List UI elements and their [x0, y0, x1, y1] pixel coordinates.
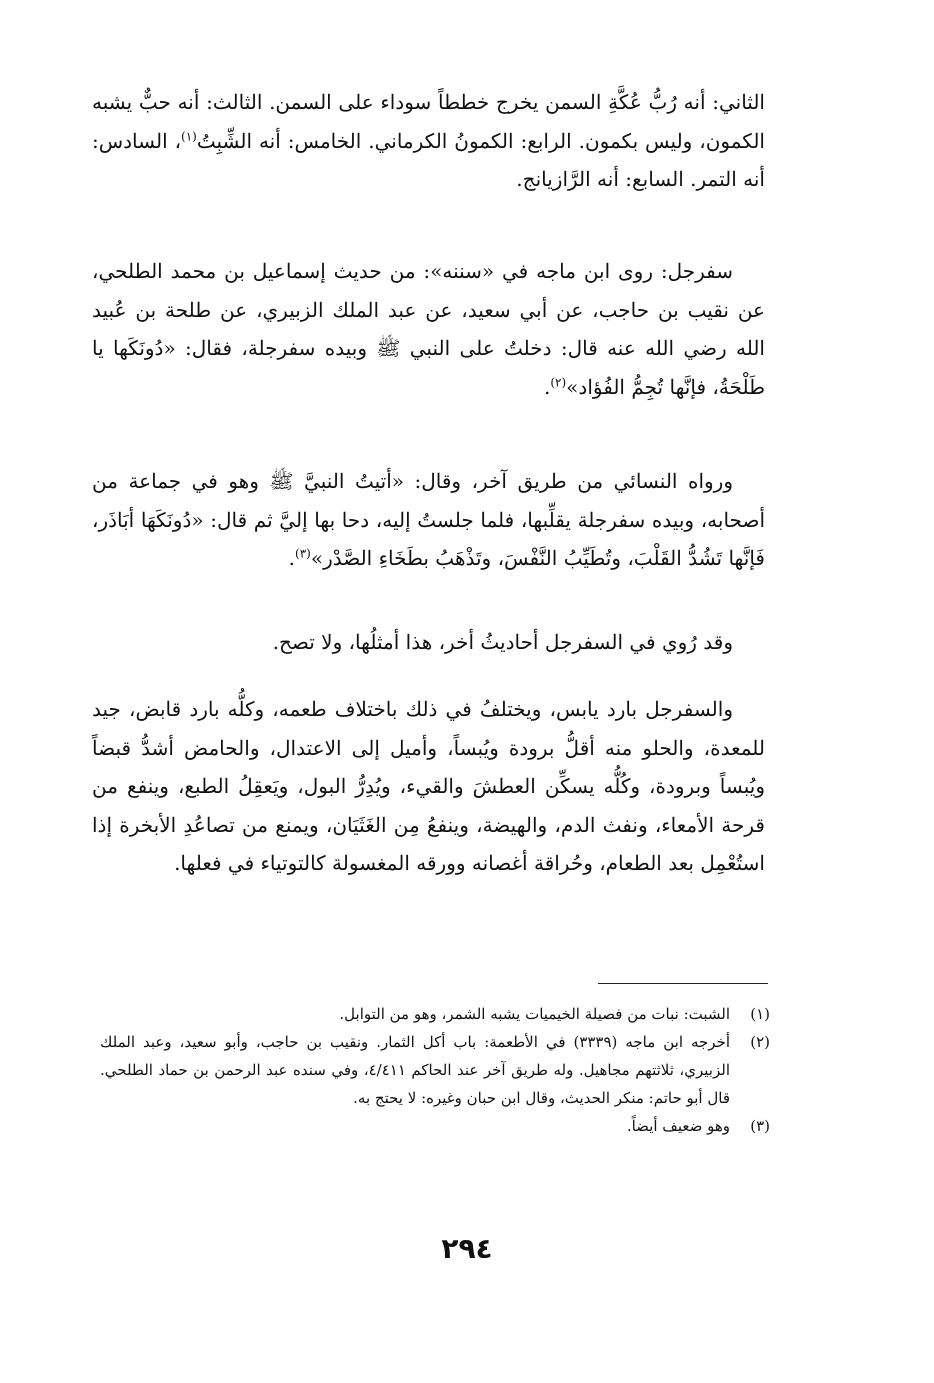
footnote-ref-3: (٣)	[295, 546, 311, 561]
paragraph-1	[92, 83, 765, 199]
footnotes-section	[100, 1000, 770, 1140]
footnote-text: الشبت: نبات من فصيلة الخيميات يشبه الشمر، وهو من التوابل.	[339, 1005, 730, 1023]
paragraph-4	[92, 623, 765, 662]
footnote-3	[100, 1112, 770, 1140]
paragraph-2	[92, 252, 765, 406]
paragraph-1-text: الثاني: أنه رُبُّ عُكَّةِ السمن يخرج خططاً سوداء على السمن. الثالث: أنه حبٌّ يشبه الكمون، وليس بكمون. الرابع: الكمونُ الكرماني. الخامس: أنه الشِّبِتُ	[92, 90, 765, 153]
footnote-1	[100, 1000, 770, 1028]
paragraph-2-text: سفرجل: روى ابن ماجه في «سننه»: من حديث إسماعيل بن محمد الطلحي، عن نقيب بن حاجب، عن أبي سعيد، عن عبد الملك الزبيري، عن طلحة بن عُبيد الله رضي الله عنه قال: دخلتُ على النبي ﷺ وبيده سفرجلة، فقال: «دُونَكَها يا طَلْحَةُ، فإنَّها تُجِمُّ الفُؤاد»	[92, 259, 765, 399]
footnote-number: (٢)	[750, 1033, 770, 1051]
paragraph-4-text: وقد رُوي في السفرجل أحاديثُ أخر، هذا أمثلُها، ولا تصح.	[272, 630, 733, 654]
footnote-text: وهو ضعيف أيضاً.	[626, 1117, 730, 1135]
footnote-ref-1: (١)	[181, 128, 197, 143]
footnote-number: (١)	[750, 1005, 770, 1023]
footnote-ref-2: (٢)	[550, 374, 567, 389]
paragraph-2-tail: .	[543, 374, 551, 399]
footnote-text: أخرجه ابن ماجه (٣٣٣٩) في الأطعمة: باب أكل الثمار. ونقيب بن حاجب، وأبو سعيد، وعبد الملك الزبيري، ثلاثتهم مجاهيل. وله طريق آخر عند الحاكم ٤/٤١١، وفي سنده عبد الرحمن بن حماد الطلحي. قال أبو حاتم: منكر الحديث، وقال ابن حبان وغيره: لا يحتج به.	[100, 1033, 730, 1107]
footnote-divider	[598, 983, 768, 984]
paragraph-3	[92, 462, 765, 578]
paragraph-1-tail: ، السادس: أنه التمر. السابع: أنه الرَّازيانج.	[92, 128, 765, 191]
paragraph-5-text: والسفرجل بارد يابس، ويختلفُ في ذلك باختلاف طعمه، وكلُّه بارد قابض، جيد للمعدة، والحلو منه أقلُّ برودة ويُبساً، وأميل إلى الاعتدال، والحامض أشدُّ قبضاً ويُبساً وبرودة، وكُلُّه يسكِّن العطشَ والقيء، ويُدِرُّ البول، ويَعقِلُ الطبع، وينفع من قرحة الأمعاء، ونفث الدم، والهيضة، وينفعُ مِن الغَثَيَان، ويمنع من تصاعُدِ الأبخرة إذا استُعْمِل بعد الطعام، وحُراقة أغصانه وورقه المغسولة كالتوتياء في فعلها.	[92, 697, 765, 875]
paragraph-3-text: ورواه النسائي من طريق آخر، وقال: «أتيتُ النبيَّ ﷺ وهو في جماعة من أصحابه، وبيده سفرجلة يقلِّبها، فلما جلستُ إليه، دحا بها إليَّ ثم قال: «دُونَكَهَا أبَاذَر، فَإنَّها تَشُدُّ القَلْبَ، وتُطَيِّبُ النَّفْسَ، وتَذْهَبُ بطَخَاءِ الصَّدْر»	[92, 469, 765, 570]
footnote-2	[100, 1028, 770, 1112]
footnote-number: (٣)	[750, 1117, 770, 1135]
page-number: ٢٩٤	[441, 1232, 493, 1265]
paragraph-3-tail: .	[288, 546, 295, 570]
paragraph-5	[92, 690, 765, 883]
